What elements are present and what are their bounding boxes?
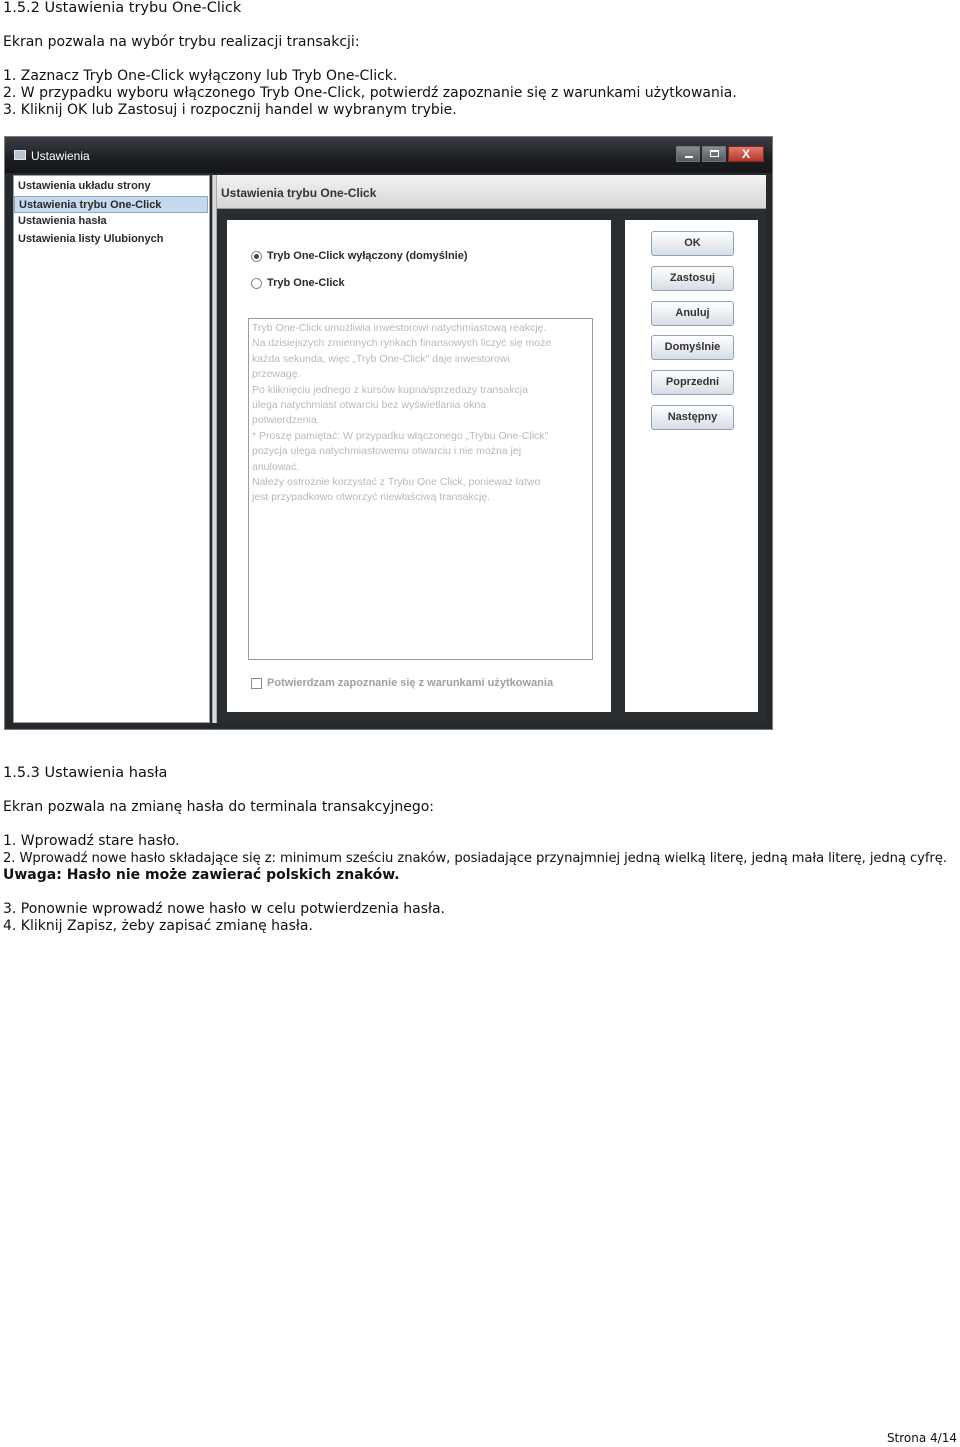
settings-nav-list xyxy=(13,175,210,723)
info-line: Należy ostrożnie korzystać z Trybu One Click, ponieważ łatwo xyxy=(252,476,541,489)
info-line: każda sekunda, więc „Tryb One-Click" daje inwestorowi xyxy=(252,352,510,365)
info-line: jest przypadkowo otworzyć niewłaściwą transakcję. xyxy=(252,491,491,504)
window-titlebar xyxy=(5,137,772,173)
step-item: 3. Kliknij OK lub Zastosuj i rozpocznij handel w wybranym trybie. xyxy=(3,102,457,118)
info-line: przewagę. xyxy=(252,368,301,381)
previous-button[interactable]: Poprzedni xyxy=(651,370,734,395)
app-icon xyxy=(14,150,26,160)
close-button[interactable] xyxy=(728,146,764,162)
window-title: Ustawienia xyxy=(31,149,90,163)
info-line: pozycja ulega natychmiastowemu otwarciu i nie można jej xyxy=(252,445,522,458)
info-line: anulować. xyxy=(252,460,300,473)
minimize-button[interactable] xyxy=(676,146,700,162)
page-number: Strona 4/14 xyxy=(886,1431,957,1445)
close-icon: X xyxy=(741,147,750,161)
step-item: 1. Zaznacz Tryb One-Click wyłączony lub Tryb One-Click. xyxy=(3,68,398,84)
step-item: 3. Ponownie wprowadź nowe hasło w celu potwierdzenia hasła. xyxy=(3,901,446,917)
settings-window-screenshot xyxy=(4,136,773,730)
apply-button[interactable]: Zastosuj xyxy=(651,266,734,291)
radio-on-label: Tryb One-Click xyxy=(267,277,345,289)
next-button[interactable]: Następny xyxy=(651,405,734,430)
window-controls xyxy=(674,146,764,162)
info-line: Po kliknięciu jednego z kursów kupna/sprzedaży transakcja xyxy=(252,383,529,396)
confirm-terms-checkbox[interactable] xyxy=(251,678,262,689)
nav-item-one-click[interactable]: Ustawienia trybu One-Click xyxy=(14,196,208,214)
radio-option-off[interactable] xyxy=(251,248,468,264)
section-heading-one-click: 1.5.2 Ustawienia trybu One-Click xyxy=(3,0,242,16)
section-heading-password: 1.5.3 Ustawienia hasła xyxy=(3,765,168,781)
maximize-button[interactable] xyxy=(702,146,726,162)
confirm-terms-label: Potwierdzam zapoznanie się z warunkami użytkowania xyxy=(267,677,554,689)
button-column xyxy=(625,220,758,712)
maximize-icon xyxy=(710,150,719,157)
radio-off-icon[interactable] xyxy=(251,251,262,262)
radio-option-on[interactable] xyxy=(251,275,345,291)
nav-item-password[interactable]: Ustawienia hasła xyxy=(18,215,107,227)
step-item: 1. Wprowadź stare hasło. xyxy=(3,833,180,849)
step-item: 4. Kliknij Zapisz, żeby zapisać zmianę hasła. xyxy=(3,918,313,934)
one-click-options xyxy=(227,220,611,712)
step-item: 2. W przypadku wyboru włączonego Tryb One-Click, potwierdź zapoznanie się z warunkami użytkowania. xyxy=(3,85,737,101)
info-line: ulega natychmiast otwarciu bez wyświetlania okna xyxy=(252,399,487,412)
info-line: * Proszę pamiętać: W przypadku włączonego „Trybu One-Click" xyxy=(252,429,549,442)
panel-header xyxy=(217,175,766,209)
info-line: Tryb One-Click umożliwia inwestorowi natychmiastową reakcję. xyxy=(252,322,547,334)
defaults-button[interactable]: Domyślnie xyxy=(651,335,734,360)
nav-item-layout[interactable]: Ustawienia układu strony xyxy=(18,180,151,192)
radio-on-icon[interactable] xyxy=(251,278,262,289)
section-intro-one-click: Ekran pozwala na wybór trybu realizacji transakcji: xyxy=(3,34,360,50)
panel-title: Ustawienia trybu One-Click xyxy=(221,186,377,200)
one-click-info-text xyxy=(248,318,593,660)
info-line: potwierdzenia. xyxy=(252,414,320,427)
radio-off-label: Tryb One-Click wyłączony (domyślnie) xyxy=(267,250,468,262)
cancel-button[interactable]: Anuluj xyxy=(651,301,734,326)
nav-item-favorites[interactable]: Ustawienia listy Ulubionych xyxy=(18,232,164,245)
ok-button[interactable]: OK xyxy=(651,231,734,256)
info-line: Na dzisiejszych zmiennych rynkach finansowych liczyć się może xyxy=(252,337,552,350)
section-intro-password: Ekran pozwala na zmianę hasła do terminala transakcyjnego: xyxy=(3,799,435,815)
password-warning: Uwaga: Hasło nie może zawierać polskich znaków. xyxy=(3,867,400,883)
minimize-icon xyxy=(685,156,693,158)
step-item: 2. Wprowadź nowe hasło składające się z: minimum sześciu znaków, posiadające przynajmniej jedną wielką literę, jedną mała literę, jedną cyfrę. xyxy=(3,851,947,866)
settings-content-panel xyxy=(217,175,766,723)
confirm-terms-row[interactable] xyxy=(251,677,553,689)
